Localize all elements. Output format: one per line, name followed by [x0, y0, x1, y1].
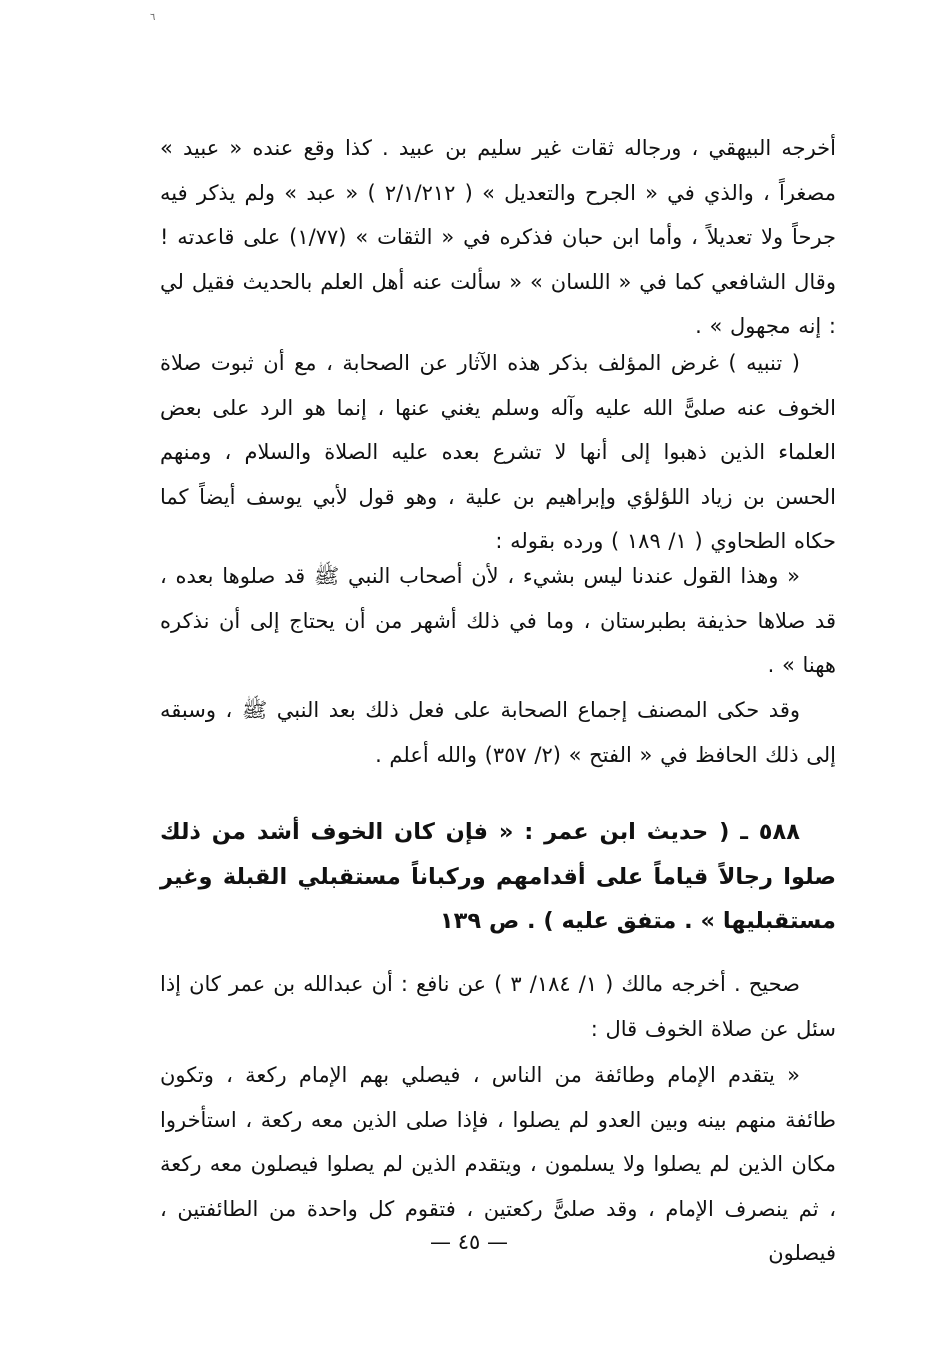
hadith-text: ٥٨٨ ـ ( حديث ابن عمر : « فإن كان الخوف أشد من ذلك صلوا رجالاً قياماً على أقدامهم وركباناً مستقبلي القبلة وغير مستقبليها » . متفق عليه ) . ص ١٣٩	[160, 819, 836, 934]
hadith-heading-588	[160, 810, 836, 944]
paragraph-text: « يتقدم الإمام وطائفة من الناس ، فيصلي بهم الإمام ركعة ، وتكون طائفة منهم بينه وبين العدو لم يصلوا ، فإذا صلى الذين معه ركعة ، استأخروا مكان الذين لم يصلوا ولا يسلمون ، ويتقدم الذين لم يصلوا فيصلون معه ركعة ، ثم ينصرف الإمام ، وقد صلىًّ ركعتين ، فتقوم كل واحدة من الطائفتين ، فيصلون	[160, 1063, 836, 1265]
paragraph-tahawi-quote	[160, 554, 836, 688]
page-number: — ٤٥ —	[430, 1230, 508, 1254]
paragraph-takhrij-bayhaqi	[160, 126, 836, 349]
corner-mark: ٦	[150, 12, 156, 23]
paragraph-text: « وهذا القول عندنا ليس بشيء ، لأن أصحاب النبي ﷺ قد صلوها بعده ، قد صلاها حذيفة بطبرستان ، وما في ذلك أشهر من أن يحتاج إلى أن نذكره ههنا » .	[160, 564, 836, 677]
paragraph-text: ( تنبيه ) غرض المؤلف بذكر هذه الآثار عن الصحابة ، مع أن ثبوت صلاة الخوف عنه صلىًّ الله عليه وآله وسلم يغني عنها ، إنما هو الرد على بعض العلماء الذين ذهبوا إلى أنها لا تشرع بعده عليه الصلاة والسلام ، ومنهم الحسن بن زياد اللؤلؤي وإبراهيم بن علية ، وهو قول لأبي يوسف أيضاً كما حكاه الطحاوي ( ١/ ١٨٩ ) ورده بقوله :	[160, 351, 836, 553]
paragraph-text: وقد حكى المصنف إجماع الصحابة على فعل ذلك بعد النبي ﷺ ، وسبقه إلى ذلك الحافظ في « الفتح » (٢/ ٣٥٧) والله أعلم .	[160, 698, 836, 767]
paragraph-tanbih	[160, 341, 836, 564]
paragraph-sahih-malik	[160, 962, 836, 1051]
paragraph-ijma	[160, 688, 836, 777]
paragraph-text: صحيح . أخرجه مالك ( ١/ ١٨٤/ ٣ ) عن نافع : أن عبدالله بن عمر كان إذا سئل عن صلاة الخوف قال :	[160, 972, 836, 1041]
paragraph-text: أخرجه البيهقي ، ورجاله ثقات غير سليم بن عبيد . كذا وقع عنده « عبيد » مصغراً ، والذي في « الجرح والتعديل » ( ٢/١/٢١٢ ) « عبد » ولم يذكر فيه جرحاً ولا تعديلاً ، وأما ابن حبان فذكره في « الثقات » (١/٧٧) على قاعدته ! وقال الشافعي كما في « اللسان » « سألت عنه أهل العلم بالحديث فقيل لي : إنه مجهول » .	[160, 136, 837, 338]
